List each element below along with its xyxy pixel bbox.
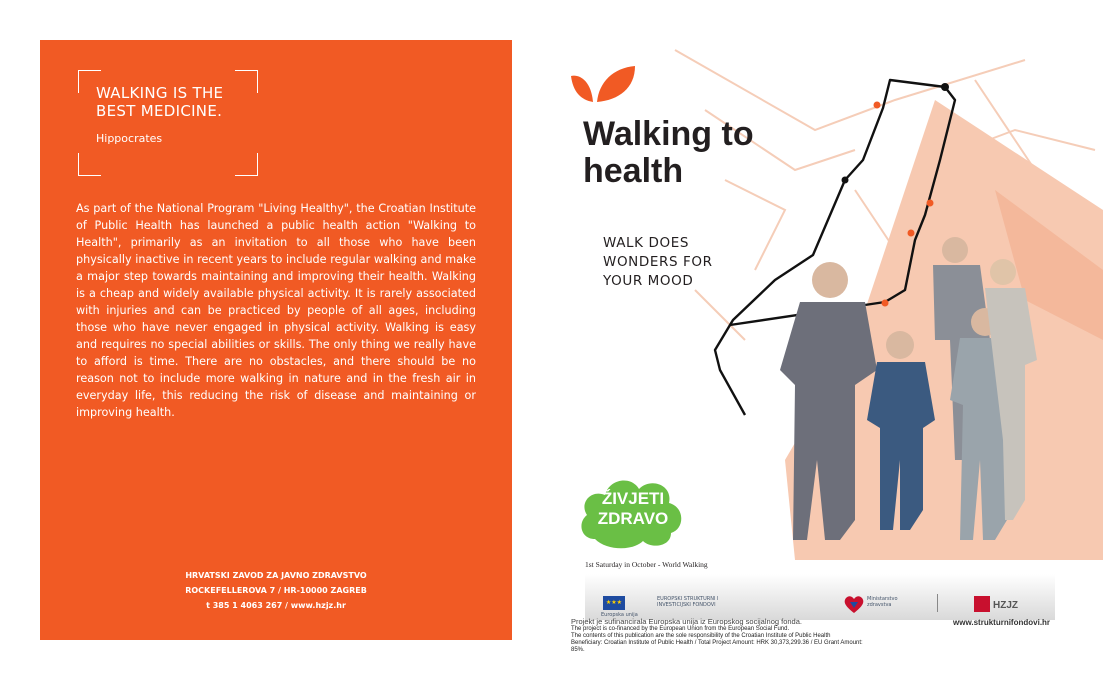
leaf-logo-icon <box>569 64 641 104</box>
hzjz-label: HZJZ <box>993 600 1018 611</box>
quote-title: WALKING IS THE BEST MEDICINE. <box>96 84 224 120</box>
frame-corner-bottom-left <box>78 153 101 176</box>
logo-line-1: ŽIVJETI <box>601 489 665 508</box>
institute-block <box>40 568 512 613</box>
mother-head <box>990 259 1016 285</box>
father-head <box>942 237 968 263</box>
route-stop <box>882 300 889 307</box>
logo-divider <box>937 594 938 612</box>
subtitle <box>603 234 803 291</box>
eu-label: Europska unija <box>601 612 638 618</box>
event-line: 1st Saturday in October - World Walking <box>585 560 708 569</box>
ministry-heart-icon <box>843 594 865 614</box>
quote-frame <box>78 70 258 176</box>
institute-contact: t 385 1 4063 267 / www.hzjz.hr <box>206 601 346 610</box>
structural-funds-link[interactable]: www.strukturnifondovi.hr <box>953 618 1051 627</box>
quote-author: Hippocrates <box>96 132 163 145</box>
esf-label: EUROPSKI STRUKTURNI I INVESTICIJSKI FONDOVI <box>657 596 719 608</box>
page-title <box>583 116 823 190</box>
subtitle-line-2: WONDERS FOR <box>603 254 713 270</box>
subtitle-line-3: YOUR MOOD <box>603 273 694 289</box>
right-page-panel <box>555 40 1103 680</box>
fine-print <box>571 618 871 654</box>
institute-address: ROCKEFELLEROVA 7 / HR-10000 ZAGREB <box>185 586 367 595</box>
route-stop <box>874 102 881 109</box>
zivjeti-zdravo-logo <box>577 473 689 549</box>
title-line-1: Walking to <box>583 115 754 153</box>
left-page-panel <box>40 40 512 640</box>
institute-name: HRVATSKI ZAVOD ZA JAVNO ZDRAVSTVO <box>185 571 367 580</box>
route-stop <box>927 200 934 207</box>
route-node <box>941 83 949 91</box>
route-stop <box>908 230 915 237</box>
grandfather-head <box>812 262 848 298</box>
child-head <box>886 331 914 359</box>
fine-print-beneficiary: Beneficiary: Croatian Institute of Public Health / Total Project Amount: HRK 30,373,299.36 / EU Grant Amount: 85%. <box>571 640 863 653</box>
logo-line-2: ZDRAVO <box>597 509 669 528</box>
eu-flag-icon: ★★★ <box>603 596 625 610</box>
frame-corner-bottom-right <box>235 153 258 176</box>
body-paragraph: As part of the National Program "Living Healthy", the Croatian Institute of Public Health has launched a public health action "Walking to Health", primarily as an invitation to all those who have been physically inactive in recent years to include regular walking and make a major step towards maintaining and improving their health. Walking is a cheap and widely available physical activity. It is rarely associated with injuries and can be practiced by people of all ages, including those who have never engaged in physical activity. Walking is easy and requires no special abilities or skills. The only thing we really have to afford is time. There are no obstacles, and there should be no reason not to include more walking in nature and in the fresh air in everyday life, this reducing the risk of disease and maintaining or improving health. <box>76 202 476 419</box>
ministry-label: Ministarstvo zdravstva <box>867 596 898 608</box>
fine-print-responsibility: The contents of this publication are the sole responsibility of the Croatian Institute of Public Health <box>571 633 831 639</box>
hzjz-logo-icon <box>974 596 990 612</box>
fine-print-cofinanced: The project is co-financed by the European Union from the European Social Fund. <box>571 626 790 632</box>
subtitle-line-1: WALK DOES <box>603 235 690 251</box>
funding-logos-strip <box>585 574 1055 620</box>
fine-print-croatian: Projekt je sufinancirala Europska unija iz Europskog socijalnog fonda. <box>571 617 802 626</box>
route-node <box>842 177 849 184</box>
title-line-2: health <box>583 152 684 190</box>
